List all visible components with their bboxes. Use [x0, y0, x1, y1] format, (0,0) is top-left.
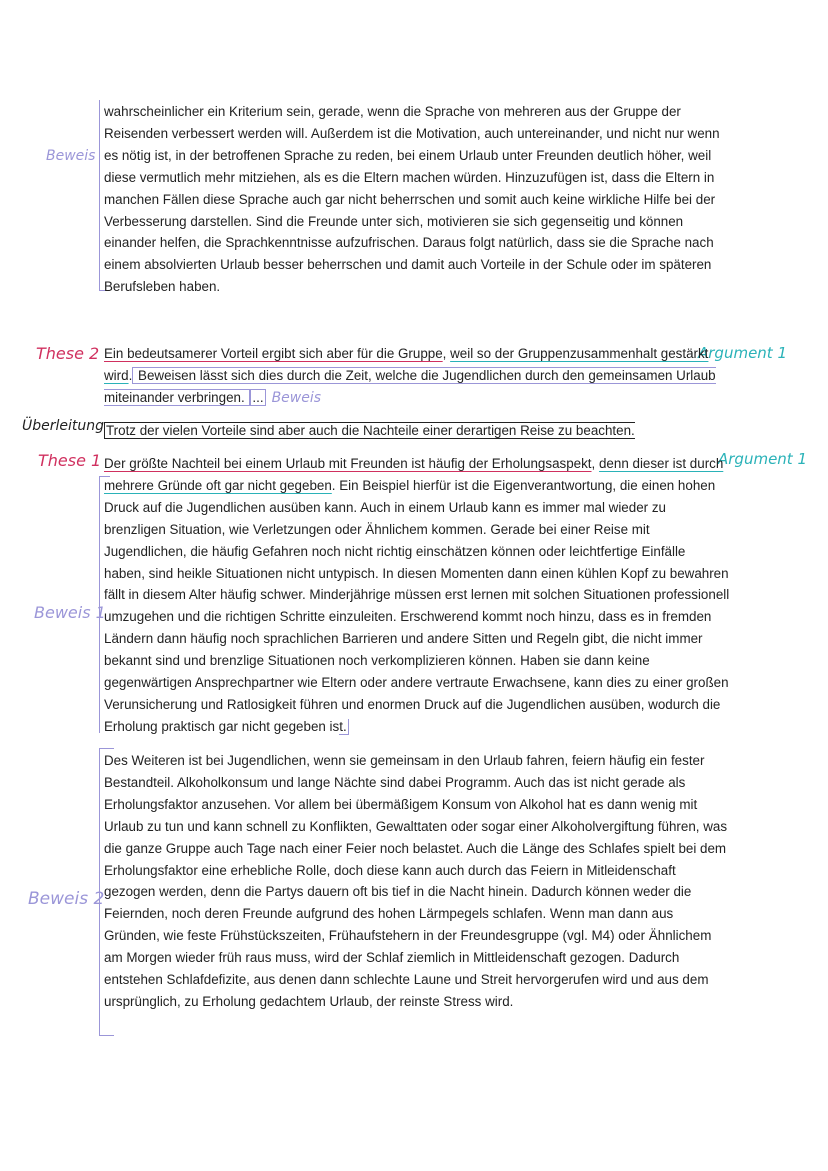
thesis-2-text: Ein bedeutsamerer Vorteil ergibt sich aber für die Gruppe [104, 346, 443, 361]
proof-2-text: Beweisen lässt sich dies durch die Zeit, welche die Jugendlichen durch den gemeinsamen Urlaub miteinander verbringen. [104, 367, 716, 405]
argument-2-dot: . [128, 367, 133, 383]
paragraph-sprache: wahrscheinlicher ein Kriterium sein, gerade, wenn die Sprache von mehreren aus der Gruppe der Reisenden verbessert werden will. Außerdem ist die Motivation, auch untereinander, und nicht nur wenn es nötig ist, in der betroffenen Sprache zu reden, bei einem Urlaub unter Freunden deutlich höher, weil diese vermutlich mehr mitziehen, als es die Eltern machen würden. Hinzuzufügen ist, dass die Eltern in manchen Fällen diese Sprache auch gar nicht beherrschen und somit auch keine wirkliche Hilfe bei der Verbesserung darstellen. Sind die Freunde unter sich, motivieren sie sich gegenseitig und können einander helfen, die Sprachkenntnisse aufzufrischen. Daraus folgt natürlich, dass sie die Sprache nach einem absolvierten Urlaub besser beherrschen und damit auch Vorteile in der Schule oder im späteren Berufsleben haben. [104, 104, 720, 295]
annotation-beweis-top: Beweis [46, 148, 96, 164]
annotation-these-2: These 2 [36, 344, 100, 363]
paragraph-gruppenzusammenhalt [104, 343, 730, 410]
paragraph-ueberleitung [104, 420, 730, 442]
argument-1-dot: . [331, 477, 336, 493]
proof-1-end: t. [339, 718, 347, 734]
annotation-argument-1-a: Argument 1 [698, 344, 787, 362]
annotation-beweis-1: Beweis 1 [34, 603, 106, 622]
thesis-1-text: Der größte Nachteil bei einem Urlaub mit Freunden ist häufig der Erholungsaspekt [104, 456, 592, 471]
thesis-1-separator: , [591, 456, 599, 471]
transition-text: Trotz der vielen Vorteile sind aber auch die Nachteile einer derartigen Reise zu beachten. [106, 423, 635, 438]
argument-2-text: weil so der Gruppenzusammenhalt gestärkt wird [104, 346, 709, 383]
paragraph-erholungsaspekt [104, 453, 730, 738]
proof-2-ellipsis: ... [252, 389, 264, 405]
annotation-ueberleitung: Überleitung [22, 418, 105, 434]
annotation-beweis-inline: Beweis [271, 389, 322, 406]
argument-1-text: denn dieser ist durch mehrere Gründe oft gar nicht gegeben [104, 456, 724, 493]
annotation-argument-1-b: Argument 1 [718, 450, 807, 468]
annotation-these-1: These 1 [38, 451, 102, 470]
thesis-2-separator: , [442, 346, 451, 361]
annotation-beweis-2: Beweis 2 [28, 889, 105, 909]
paragraph-feiern: Des Weiteren ist bei Jugendlichen, wenn sie gemeinsam in den Urlaub fahren, feiern häufig ein fester Bestandteil. Alkoholkonsum und lange Nächte sind dabei Programm. Auch das ist nicht gerade als Erholungsfaktor anzusehen. Vor allem bei übermäßigem Konsum von Alkohol hat es dann wenig mit Urlaub zu tun und kann schnell zu Konflikten, Gewalttaten oder sogar einer Alkoholvergiftung führen, was die ganze Gruppe auch Tage nach einer Feier noch belastet. Auch die Länge des Schlafes spielt bei dem Erholungsfaktor eine erhebliche Rolle, doch diese kann auch durch das Feiern in Mitleidenschaft gezogen werden, denn die Partys dauern oft bis tief in die Nacht hinein. Dadurch können weder die Feiernden, noch deren Freunde aufgrund des hohen Lärmpegels schlafen. Wenn man dann aus Gründen, wie feste Frühstückszeiten, Frühaufstehern in der Freundesgruppe (vgl. M4) oder Ähnlichem am Morgen wieder früh raus muss, wird der Schlaf ziemlich in Mittleidenschaft gezogen. Dadurch entstehen Schlafdefizite, aus denen dann schlechte Laune und Streit hervorgerufen wird und aus dem ursprünglich, zu Erholung gedachtem Urlaub, der reinste Stress wird. [104, 753, 728, 1009]
proof-1-text: Ein Beispiel hierfür ist die Eigenverantwortung, die einen hohen Druck auf die Jugendlichen ausüben kann. Auch in einem Urlaub kann es immer mal wieder zu brenzligen Situation, wie Verletzungen oder Ähnlichem kommen. Gerade bei einer Reise mit Jugendlichen, die häufig Gefahren noch nicht richtig einschätzen können oder leichtfertige Einfälle haben, sind heikle Situationen nicht untypisch. In diesen Momenten dann einen kühlen Kopf zu bewahren fällt in diesem Alter häufig schwer. Minderjährige müssen erst lernen mit solchen Situationen professionell umzugehen und die richtigen Schritte einzuleiten. Erschwerend kommt noch hinzu, dass es in fremden Ländern dann häufig noch sprachlichen Barrieren und andere Sitten und Regeln gibt, die nicht immer bekannt sind und brenzlige Situationen noch verkomplizieren können. Haben sie dann keine gegenwärtigen Ansprechpartner wie Eltern oder andere vertraute Erwachsene, kann dies zu einer großen Verunsicherung und Ratlosigkeit führen und enormen Druck auf die Jugendlichen ausüben, wodurch die Erholung praktisch gar nicht gegeben is [104, 477, 730, 734]
